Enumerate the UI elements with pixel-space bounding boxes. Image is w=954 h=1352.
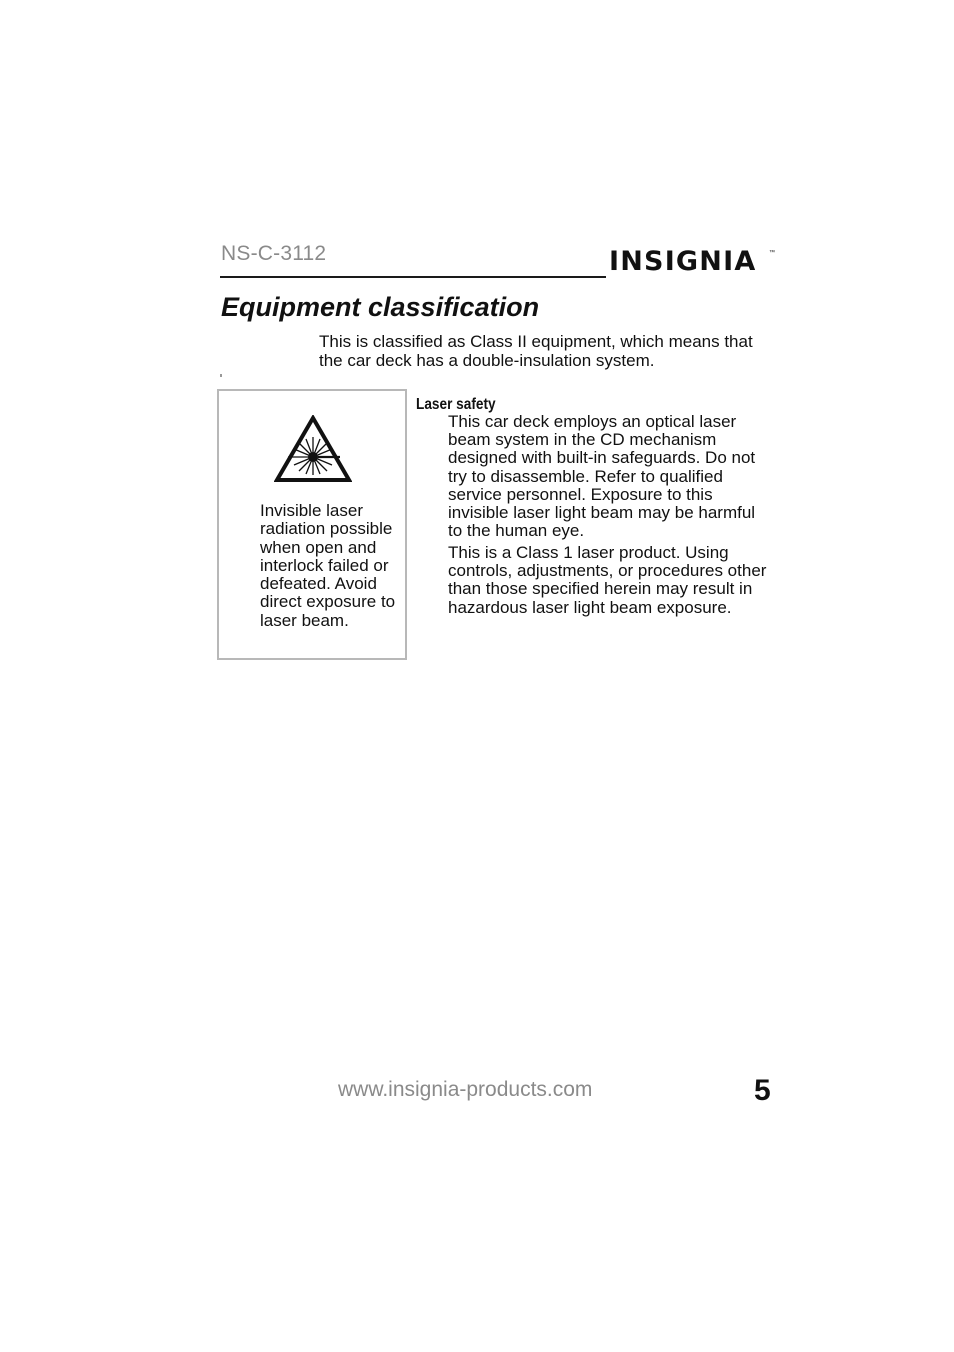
brand-logo [609, 238, 777, 284]
header-rule [220, 276, 606, 278]
brand-logo-text: INSIGNIA [609, 246, 757, 277]
section-intro: This is classified as Class II equipment, which means that the car deck has a double-insulation system. [319, 332, 753, 370]
laser-warning-text: Invisible laser radiation possible when open and interlock failed or defeated. Avoid direct exposure to laser beam. [260, 501, 396, 630]
laser-safety-heading: Laser safety [416, 396, 496, 413]
laser-warning-icon [274, 415, 352, 483]
footer-url: www.insignia-products.com [338, 1078, 593, 1101]
laser-warning-label [217, 389, 407, 660]
laser-safety-paragraph-1: This car deck employs an optical laser beam system in the CD mechanism designed with built-in safeguards. Do not try to disassemble. Refer to qualified service personnel. Exposure to this invisible laser light beam may be harmful to the human eye. [448, 412, 756, 541]
page-number: 5 [754, 1074, 771, 1107]
margin-mark [220, 374, 222, 377]
model-number: NS-C-3112 [221, 242, 327, 265]
section-title: Equipment classification [221, 292, 540, 322]
trademark-mark: ™ [769, 250, 775, 256]
laser-safety-paragraph-2: This is a Class 1 laser product. Using controls, adjustments, or procedures other than those specified herein may result in hazardous laser light beam exposure. [448, 543, 767, 617]
